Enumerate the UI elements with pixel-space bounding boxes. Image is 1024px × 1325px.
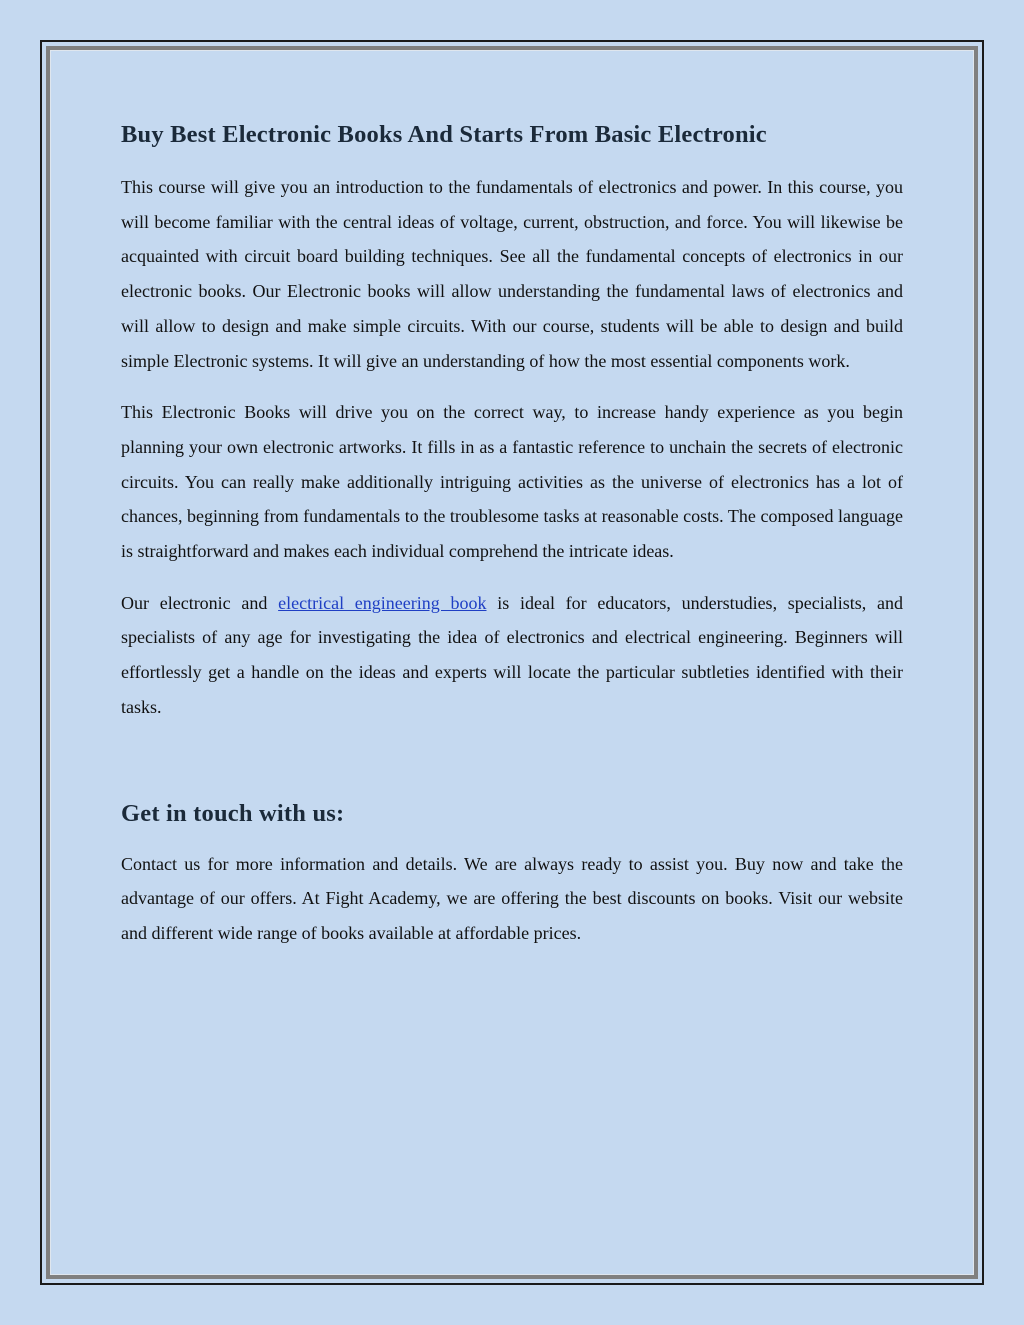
document-content [121,118,903,968]
link-paragraph-before: Our electronic and [121,592,279,613]
document-title: Buy Best Electronic Books And Starts From Basic Electronic [121,121,767,148]
contact-heading: Get in touch with us: [121,799,345,827]
paragraph-engineering-book [121,586,903,725]
electrical-engineering-book-link[interactable]: electrical engineering book [278,592,487,613]
paragraph-electronic-books: This Electronic Books will drive you on the correct way, to increase handy experience as you begin planning your own electronic artworks. It fills in as a fantastic reference to unchain the secrets of electronic circuits. You can really make additionally intriguing activities as the universe of electronics has a lot of chances, beginning from fundamentals to the troublesome tasks at reasonable costs. The composed language is straightforward and makes each individual comprehend the intricate ideas. [121,402,903,562]
link-paragraph-after: is ideal for educators, understudies, specialists, and specialists of any age for investigating the idea of electronics and electrical engineering. Beginners will effortlessly get a handle on the ideas and experts will locate the particular subtleties identified with their tasks. [121,592,903,717]
paragraph-intro: This course will give you an introduction to the fundamentals of electronics and power. In this course, you will become familiar with the central ideas of voltage, current, obstruction, and force. You will likewise be acquainted with circuit board building techniques. See all the fundamental concepts of electronics in our electronic books. Our Electronic books will allow understanding the fundamental laws of electronics and will allow to design and make simple circuits. With our course, students will be able to design and build simple Electronic systems. It will give an understanding of how the most essential components work. [121,177,903,371]
contact-paragraph: Contact us for more information and details. We are always ready to assist you. Buy now and take the advantage of our offers. At Fight Academy, we are offering the best discounts on books. Visit our website and different wide range of books available at affordable prices. [121,853,903,943]
